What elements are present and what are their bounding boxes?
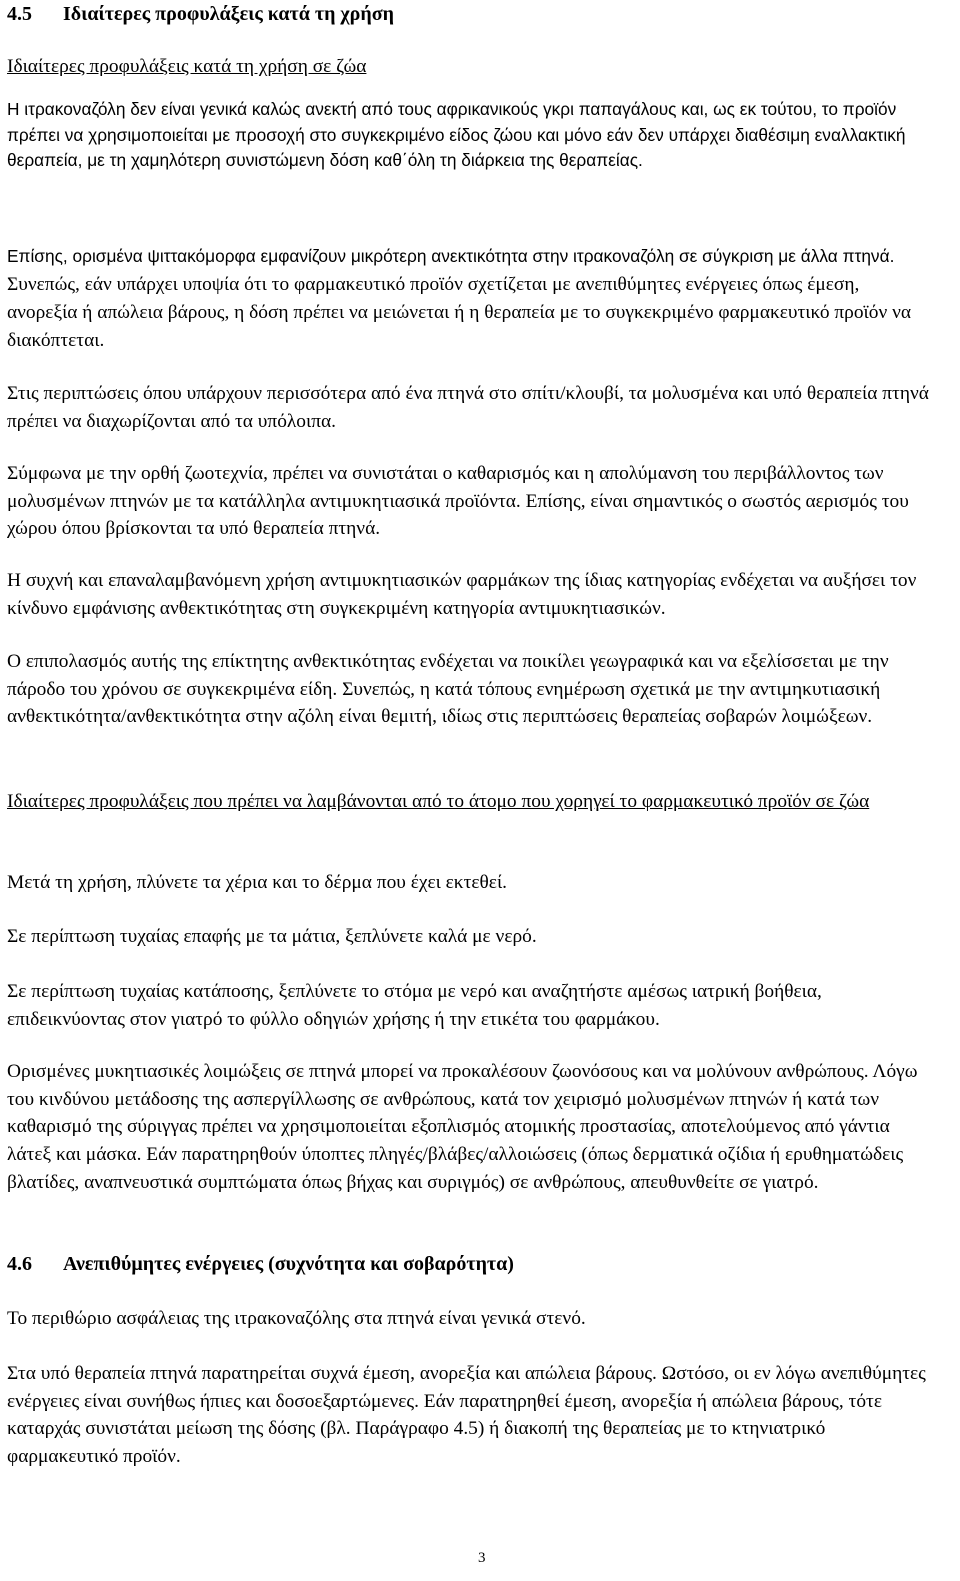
paragraph-2 xyxy=(7,243,932,355)
subheading-animals: Ιδιαίτερες προφυλάξεις κατά τη χρήση σε ζώα xyxy=(7,56,367,77)
paragraph-12: Στα υπό θεραπεία πτηνά παρατηρείται συχνά έμεση, ανορεξία και απώλεια βάρους. Ωστόσο, οι εν λόγω ανεπιθύμητες ενέργειες είναι συνήθως ήπιες και δοσοεξαρτώμενες. Εάν παρατηρηθεί έμεση, ανορεξία ή απώλεια βάρους, τότε καταρχάς συνιστάται μείωση της δόσης (βλ. Παράγραφο 4.5) ή διακοπή της θεραπείας με το κτηνιατρικό φαρμακευτικό προϊόν. xyxy=(7,1363,926,1468)
paragraph-4: Σύμφωνα με την ορθή ζωοτεχνία, πρέπει να συνιστάται ο καθαρισμός και η απολύμανση του περιβάλλοντος των μολυσμένων πτηνών με τα κατάλληλα αντιμυκητιασικά προϊόντα. Επίσης, είναι σημαντικός ο σωστός αερισμός του χώρου όπου βρίσκονται τα υπό θεραπεία πτηνά. xyxy=(7,463,909,540)
paragraph-10: Ορισμένες μυκητιασικές λοιμώξεις σε πτηνά μπορεί να προκαλέσουν ζωονόσους και να μολύνουν ανθρώπους. Λόγω του κινδύνου μετάδοσης της ασπεργίλλωσης σε ανθρώπους, κατά τον χειρισμό μολυσμένων πτηνών ή κατά των καθαρισμό της σύριγγας πρέπει να χρησιμοποιείται εξοπλισμός ατομικής προστασίας, αποτελούμενος από γάντια λάτεξ και μάσκα. Εάν παρατηρηθούν ύποπτες πληγές/βλάβες/αλλοιώσεις (όπως δερματικά οζίδια ή ερυθηματώδεις βλατίδες, αναπνευστικά συμπτώματα όπως βήχας και συριγμός) σε ανθρώπους, απευθυνθείτε σε γιατρό. xyxy=(7,1061,918,1193)
paragraph-5: Η συχνή και επαναλαμβανόμενη χρήση αντιμυκητιασικών φαρμάκων της ίδιας κατηγορίας ενδέχεται να αυξήσει τον κίνδυνο εμφάνισης ανθεκτικότητας στη συγκεκριμένη κατηγορία αντιμυκητιασικών. xyxy=(7,570,917,619)
paragraph-7: Μετά τη χρήση, πλύνετε τα χέρια και το δέρμα που έχει εκτεθεί. xyxy=(7,872,508,893)
paragraph-2-part-b: Συνεπώς, εάν υπάρχει υποψία ότι το φαρμακευτικό προϊόν σχετίζεται με ανεπιθύμητες ενέργειες όπως έμεση, ανορεξία ή απώλεια βάρους, η δόση πρέπει να μειώνεται ή η θεραπεία με το συγκεκριμένο φαρμακευτικό προϊόν να διακόπτεται. xyxy=(7,274,912,351)
section-title: Ανεπιθύμητες ενέργειες (συχνότητα και σοβαρότητα) xyxy=(63,1253,514,1275)
section-heading-4-5 xyxy=(7,3,394,26)
paragraph-2-part-a: Επίσης, ορισμένα ψιττακόμορφα εμφανίζουν μικρότερη ανεκτικότητα στην ιτρακοναζόλη σε σύγκριση με άλλα πτηνά. xyxy=(7,246,895,266)
paragraph-9: Σε περίπτωση τυχαίας κατάποσης, ξεπλύνετε το στόμα με νερό και αναζητήστε αμέσως ιατρική βοήθεια, επιδεικνύοντας στον γιατρό το φύλλο οδηγιών χρήσης ή την ετικέτα του φαρμάκου. xyxy=(7,981,822,1030)
paragraph-11: Το περιθώριο ασφάλειας της ιτρακοναζόλης στα πτηνά είναι γενικά στενό. xyxy=(7,1308,586,1329)
section-number: 4.6 xyxy=(7,1253,32,1275)
paragraph-6: Ο επιπολασμός αυτής της επίκτητης ανθεκτικότητας ενδέχεται να ποικίλει γεωγραφικά και να εξελίσσεται με την πάροδο του χρόνου σε συγκεκριμένα είδη. Συνεπώς, η κατά τόπους ενημέρωση σχετικά με την αντιμηκυτιασική ανθεκτικότητα/ανθεκτικότητα στην αζόλη είναι θεμιτή, ιδίως στις περιπτώσεις θεραπείας σοβαρών λοιμώξεων. xyxy=(7,651,889,728)
paragraph-1: Η ιτρακοναζόλη δεν είναι γενικά καλώς ανεκτή από τους αφρικανικούς γκρι παπαγάλους και, ως εκ τούτου, το προϊόν πρέπει να χρησιμοποιείται με προσοχή στο συγκεκριμένο είδος ζώου και μόνο εάν δεν υπάρχει διαθέσιμη εναλλακτική θεραπεία, με τη χαμηλότερη συνιστώμενη δόση καθ΄όλη τη διάρκεια της θεραπείας. xyxy=(7,99,906,171)
section-heading-4-6 xyxy=(7,1253,514,1276)
section-number: 4.5 xyxy=(7,3,32,25)
paragraph-8: Σε περίπτωση τυχαίας επαφής με τα μάτια, ξεπλύνετε καλά με νερό. xyxy=(7,926,537,947)
subheading-person: Ιδιαίτερες προφυλάξεις που πρέπει να λαμβάνονται από το άτομο που χορηγεί το φαρμακευτικό προϊόν σε ζώα xyxy=(7,791,870,812)
page-number: 3 xyxy=(478,1550,486,1566)
section-title: Ιδιαίτερες προφυλάξεις κατά τη χρήση xyxy=(63,3,394,25)
paragraph-3: Στις περιπτώσεις όπου υπάρχουν περισσότερα από ένα πτηνά στο σπίτι/κλουβί, τα μολυσμένα και υπό θεραπεία πτηνά πρέπει να διαχωρίζονται από τα υπόλοιπα. xyxy=(7,383,929,432)
